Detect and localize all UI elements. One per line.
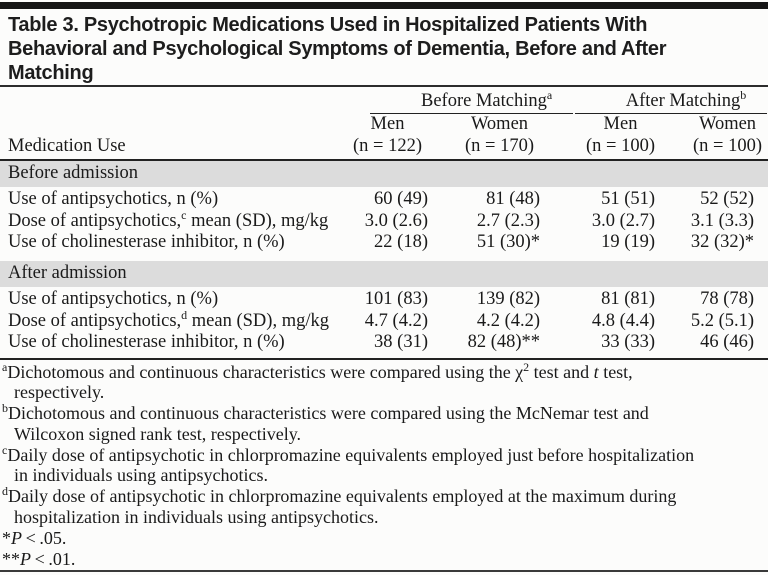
footnote-marker-a-ref: a [546,87,553,102]
col-header-before-men [340,114,435,160]
row-label-text: Use of cholinesterase inhibitor, n (%) [8,232,285,252]
footnote-marker-d: d [2,484,8,499]
col-header-after-men [544,114,657,160]
page [0,2,768,575]
medications-table [0,87,768,360]
table-header [0,87,768,160]
footnote-d-line-1 [2,486,764,507]
footnote-p-less-05 [2,528,764,549]
footnote-marker-c: c [2,442,8,457]
value-cell: 78 (78) [700,289,755,309]
footnote-text: Daily dose of antipsychotic in chlorpromazine equivalents employed at the maximum during [8,486,677,507]
section-row-before-admission [0,160,768,187]
row-cholinesterase-inhibitor-before [0,232,768,261]
table-title-line-2: Behavioral and Psychological Symptoms of Dementia, Before and After [8,38,667,60]
footnote-c-line-1 [2,442,764,466]
footnote-text: test, [598,361,633,382]
value-cell: 51 (51) [601,189,656,209]
sex-label: Women [470,114,529,134]
value-cell: 38 (31) [340,332,435,359]
sample-size: (n = 100) [586,135,656,156]
row-label-text: mean (SD), mg/kg [187,310,329,331]
footnote-marker-a: a [2,359,8,374]
value-cell: 33 (33) [544,332,657,359]
footnote-p-less-01 [2,549,764,570]
row-label [0,187,340,211]
value-cell: 22 (18) [374,232,428,252]
group-label-text: Before Matching [421,91,547,111]
t-test-symbol: t [593,361,599,382]
row-cholinesterase-inhibitor-after [0,332,768,359]
section-header-label: Before admission [0,160,768,187]
value-cell: 4.8 (4.4) [591,310,656,331]
table-title-line-3: Matching [8,62,94,84]
sample-size: (n = 122) [352,135,422,156]
value-cell: 5.2 (5.1) [690,310,755,331]
significance-star: * [2,527,11,548]
before-matching-group-label [370,87,573,114]
value-cell: 19 (19) [601,232,656,252]
row-use-of-antipsychotics-after [0,287,768,311]
row-label-text: Use of antipsychotics, n (%) [8,189,219,209]
value-cell: 51 (30)* [476,232,541,252]
footnote-d [2,486,764,528]
row-label-text: Use of cholinesterase inhibitor, n (%) [8,332,285,352]
footnote-text: Daily dose of antipsychotic in chlorpromazine equivalents employed just before hospitalization [7,444,695,465]
sex-label: Women [698,114,757,134]
sex-label: Men [370,114,405,134]
footnote-text: Dichotomous and continuous characteristics were compared using the McNemar test and [8,403,649,424]
value-cell: 46 (46) [657,332,768,359]
group-header-before-matching [340,87,553,114]
footnotes [0,360,768,570]
group-label-text: After Matching [625,91,741,111]
column-header-row [0,114,768,160]
table-title [0,9,768,85]
group-header-spacer [0,87,340,114]
row-label-text: Dose of antipsychotics, [8,210,182,231]
value-cell: 81 (81) [601,289,656,309]
group-header-row [0,87,768,114]
medication-use-column-header: Medication Use [0,114,340,160]
col-header-before-women [435,114,544,160]
footnote-text: Dichotomous and continuous characteristics were compared using the χ [7,361,524,382]
footnote-b-line-1 [2,403,764,424]
col-header-after-women [657,114,768,160]
chi-squared-exponent: 2 [523,359,530,374]
footnote-d-line-2: hospitalization in individuals using antipsychotics. [14,507,379,528]
footnote-marker-b-ref: b [740,87,747,102]
row-label-text: Use of antipsychotics, n (%) [8,289,219,309]
value-cell: 32 (32)* [690,232,755,252]
p-symbol: P [11,527,22,548]
value-cell: 101 (83) [364,289,428,309]
bottom-rule [0,570,768,572]
footnote-c [2,442,764,487]
row-label [0,207,340,233]
row-label-text: Dose of antipsychotics, [8,310,182,331]
row-label [0,287,340,311]
top-rule-bar [0,2,768,9]
value-cell: 4.7 (4.2) [364,310,428,331]
footnote-marker-c-ref: c [181,207,187,222]
sample-size: (n = 100) [693,135,763,156]
footnote-text: test and [529,361,594,382]
sample-size: (n = 170) [465,135,535,156]
value-cell: 4.2 (4.2) [476,310,541,331]
row-label-text: mean (SD), mg/kg [186,210,329,231]
footnote-marker-d-ref: d [181,307,188,322]
after-matching-group-label [575,87,768,114]
footnote-b-line-2: Wilcoxon signed rank test, respectively. [14,423,302,444]
value-cell: 139 (82) [476,289,541,309]
footnote-a [2,359,764,404]
footnote-b [2,403,764,445]
value-cell: 2.7 (2.3) [476,210,541,231]
row-dose-of-antipsychotics-after [0,311,768,333]
p-threshold: < .01. [31,548,76,569]
value-cell: 82 (48)** [435,332,544,359]
footnote-c-line-2: in individuals using antipsychotics. [14,465,268,486]
footnote-marker-b: b [2,401,8,416]
value-cell: 81 (48) [486,189,541,209]
row-label [0,307,340,333]
value-cell: 3.1 (3.3) [690,210,755,231]
row-dose-of-antipsychotics-before [0,211,768,233]
group-header-after-matching [544,87,768,114]
value-cell: 3.0 (2.7) [591,210,656,231]
footnote-a-line-2: respectively. [14,382,105,403]
table-title-line-1: Table 3. Psychotropic Medications Used in Hospitalized Patients With [8,14,648,36]
value-cell: 60 (49) [374,189,428,209]
section-header-label: After admission [0,261,768,287]
significance-star: ** [2,548,20,569]
row-label [0,332,340,359]
value-cell: 52 (52) [700,189,755,209]
row-label [0,232,340,261]
sex-label: Men [603,114,638,134]
section-row-after-admission [0,261,768,287]
footnote-a-line-1 [2,359,764,383]
table-body [0,160,768,359]
value-cell: 3.0 (2.6) [364,210,428,231]
p-symbol: P [20,548,31,569]
p-threshold: < .05. [22,527,67,548]
row-use-of-antipsychotics-before [0,187,768,211]
